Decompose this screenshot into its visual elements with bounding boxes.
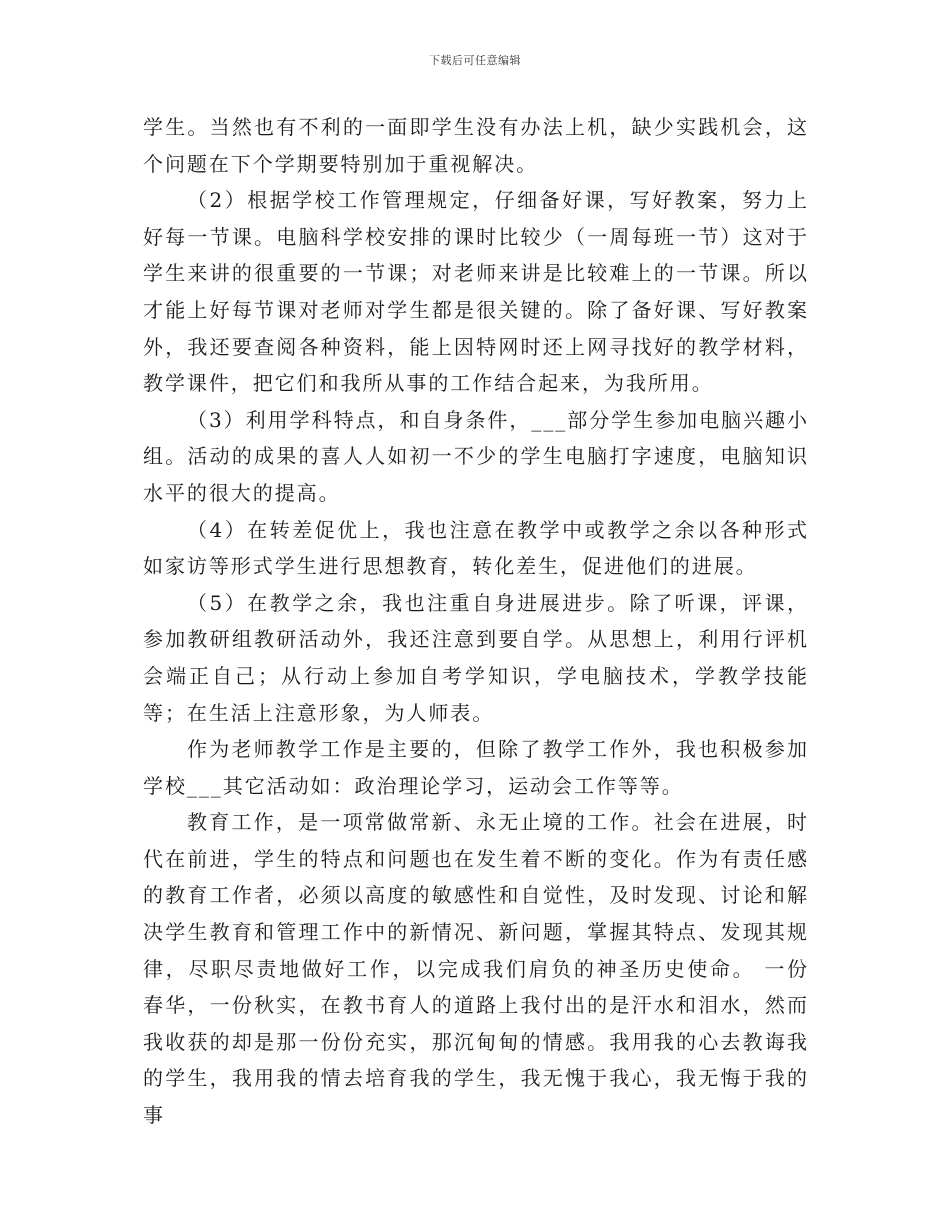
paragraph-item-2: （2）根据学校工作管理规定，仔细备好课，写好教案，努力上好每一节课。电脑科学校安排的课时比较少（一周每班一节）这对于学生来讲的很重要的一节课；对老师来讲是比较难上的一节课。所以才能上好每节课对老师对学生都是很关键的。除了备好课、写好教案外，我还要查阅各种资料，能上因特网时还上网寻找好的教学材料，教学课件，把它们和我所从事的工作结合起来，为我所用。 [143,188,809,396]
paragraph-item-4: （4）在转差促优上，我也注意在教学中或教学之余以各种形式如家访等形式学生进行思想教育，转化差生，促进他们的进展。 [143,517,809,579]
page-header: 下载后可任意编辑 [429,54,521,67]
document-body [143,109,809,1134]
paragraph-other-activities: 作为老师教学工作是主要的，但除了教学工作外，我也积极参加学校___其它活动如：政治理论学习，运动会工作等等。 [143,737,809,798]
paragraph-item-3: （3）利用学科特点，和自身条件，___部分学生参加电脑兴趣小组。活动的成果的喜人人如初一不少的学生电脑打字速度，电脑知识水平的很大的提高。 [143,407,809,505]
paragraph-education-work: 教育工作，是一项常做常新、永无止境的工作。社会在进展，时代在前进，学生的特点和问题也在发生着不断的变化。作为有责任感的教育工作者，必须以高度的敏感性和自觉性，及时发现、讨论和解决学生教育和管理工作中的新情况、新问题，掌握其特点、发现其规律，尽职尽责地做好工作，以完成我们肩负的神圣历史使命。 一份春华，一份秋实，在教书育人的道路上我付出的是汗水和泪水，然而我收获的却是那一份份充实，那沉甸甸的情感。我用我的心去教诲我的学生，我用我的情去培育我的学生，我无愧于我心，我无悔于我的事 [143,810,809,1128]
paragraph-item-5: （5）在教学之余，我也注重自身进展进步。除了听课，评课，参加教研组教研活动外，我还注意到要自学。从思想上，利用行评机会端正自己；从行动上参加自考学知识，学电脑技术，学教学技能等；在生活上注意形象，为人师表。 [143,590,809,725]
paragraph-continuation: 学生。当然也有不利的一面即学生没有办法上机，缺少实践机会，这个问题在下个学期要特别加于重视解决。 [143,115,809,176]
